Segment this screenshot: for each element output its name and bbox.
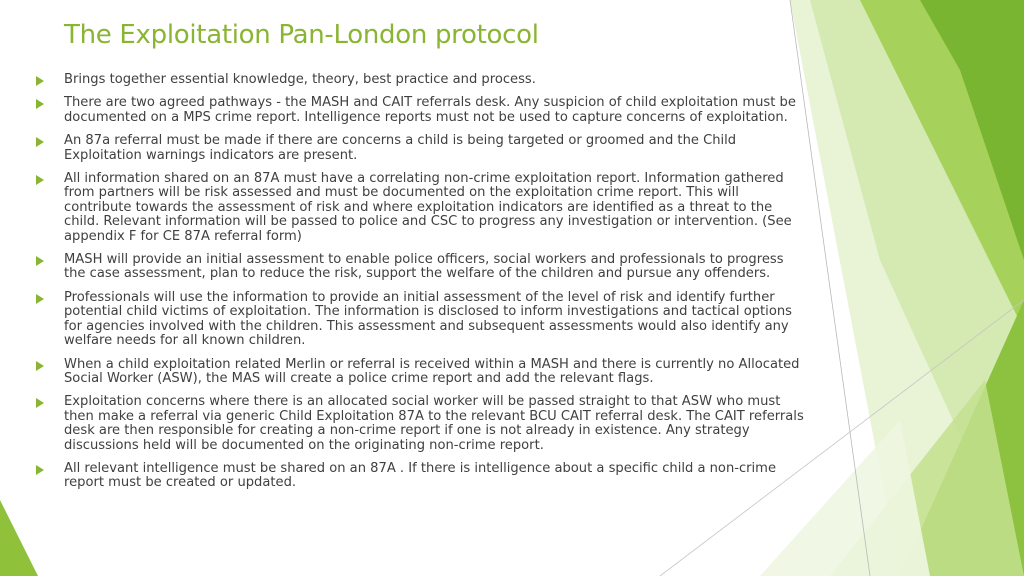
arrow-bullet-icon xyxy=(36,256,44,266)
bullet-text: An 87a referral must be made if there are concerns a child is being targeted or groomed and the Child Exploitation warnings indicators are present. xyxy=(64,133,737,163)
bullet-text: Exploitation concerns where there is an allocated social worker will be passed straight to that ASW who must then make a referral via generic Child Exploitation 87A to the relevant BCU CAIT referral desk. The CAIT referrals desk are then responsible for creating a non-crime report if one is not already in existence. Any strategy discussions held will be documented on the originating non-crime report. xyxy=(64,394,804,453)
bullet-item xyxy=(36,395,806,453)
arrow-bullet-icon xyxy=(36,175,44,185)
bullet-text: All information shared on an 87A must have a correlating non-crime exploitation report. Information gathered from partners will be risk assessed and must be documented on the exploitation crime report. This will contribute towards the assessment of risk and where exploitation indicators are identified as a threat to the child. Relevant information will be passed to police and CSC to progress any investigation or intervention. (See appendix F for CE 87A referral form) xyxy=(64,171,792,244)
bullet-item xyxy=(36,73,806,87)
bullet-text: When a child exploitation related Merlin or referral is received within a MASH and there is currently no Allocated Social Worker (ASW), the MAS will create a police crime report and add the relevant flags. xyxy=(64,356,800,386)
bullet-item xyxy=(36,253,806,282)
bullet-item xyxy=(36,462,806,491)
arrow-bullet-icon xyxy=(36,99,44,109)
slide-title: The Exploitation Pan-London protocol xyxy=(64,20,539,50)
arrow-bullet-icon xyxy=(36,76,44,86)
bullet-text: Professionals will use the information to provide an initial assessment of the level of risk and identify further potential child victims of exploitation. The information is disclosed to inform investigations and tactical options for agencies involved with the children. This assessment and subsequent assessments would also identify any welfare needs for all known children. xyxy=(64,289,792,349)
arrow-bullet-icon xyxy=(36,361,44,371)
bullet-text: All relevant intelligence must be shared on an 87A . If there is intelligence about a specific child a non-crime report must be created or updated. xyxy=(64,460,776,491)
bullet-text: There are two agreed pathways - the MASH and CAIT referrals desk. Any suspicion of child exploitation must be documented on a MPS crime report. Intelligence reports must not be used to capture concerns of exploitation. xyxy=(64,95,796,125)
bullet-item xyxy=(36,358,806,387)
bullet-text: MASH will provide an initial assessment to enable police officers, social workers and professionals to progress the case assessment, plan to reduce the risk, support the welfare of the children and pursue any offenders. xyxy=(64,252,784,282)
bullet-item xyxy=(36,134,806,163)
arrow-bullet-icon xyxy=(36,137,44,147)
bullet-list xyxy=(36,73,806,500)
bullet-item xyxy=(36,172,806,244)
left-corner-shape xyxy=(0,500,38,576)
bullet-item xyxy=(36,291,806,349)
arrow-bullet-icon xyxy=(36,465,44,475)
arrow-bullet-icon xyxy=(36,294,44,304)
bullet-item xyxy=(36,96,806,125)
bullet-text: Brings together essential knowledge, theory, best practice and process. xyxy=(64,72,536,87)
arrow-bullet-icon xyxy=(36,398,44,408)
